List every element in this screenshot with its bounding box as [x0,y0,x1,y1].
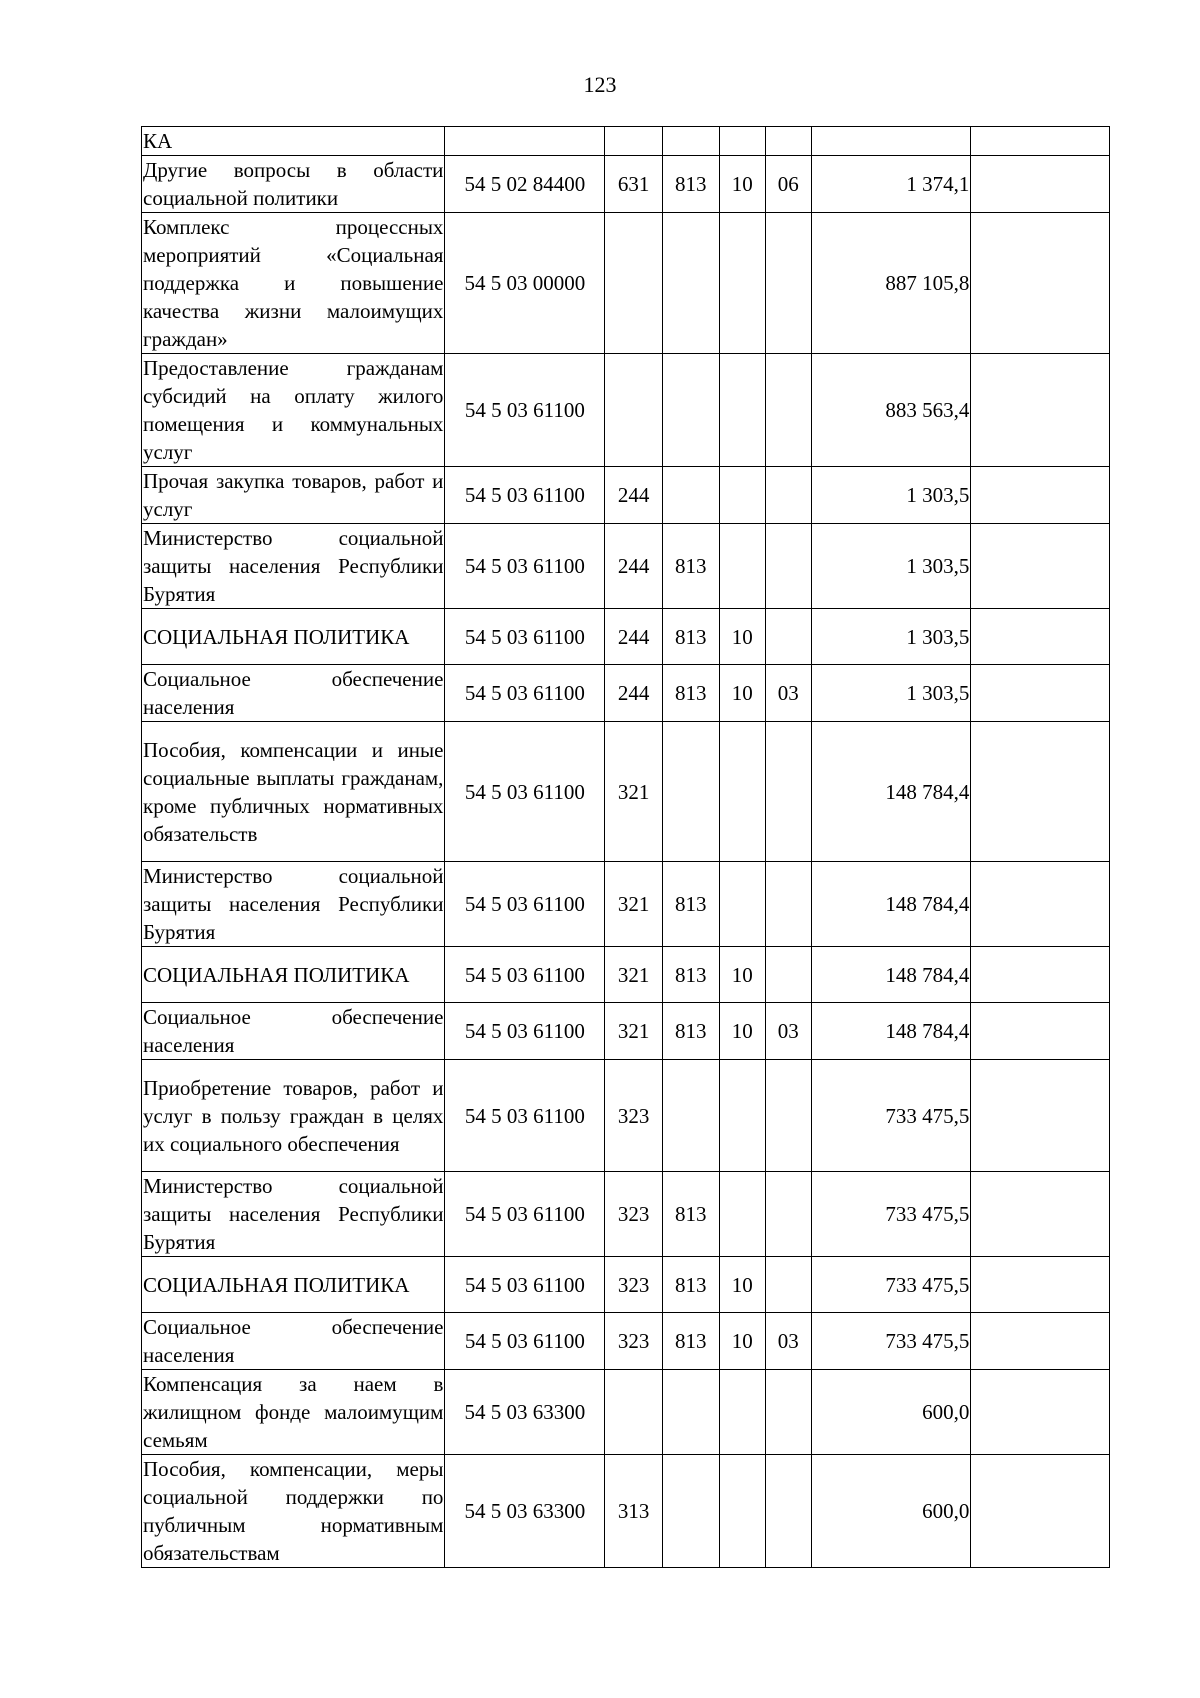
cell-ministry-code [662,722,719,862]
cell-subsection [766,1172,812,1257]
cell-amount: 1 303,5 [811,524,971,609]
cell-target-code: 54 5 03 61100 [445,524,605,609]
cell-amount: 600,0 [811,1370,971,1455]
cell-section: 10 [719,665,766,722]
cell-target-code: 54 5 03 61100 [445,467,605,524]
cell-expense-type: 313 [605,1455,663,1568]
table-row [142,1257,1110,1313]
cell-target-code: 54 5 03 61100 [445,1003,605,1060]
cell-name: Приобретение товаров, работ и услуг в пользу граждан в целях их социального обеспечения [142,1060,445,1172]
cell-extra [971,609,1110,665]
cell-amount: 148 784,4 [811,947,971,1003]
cell-target-code: 54 5 03 63300 [445,1370,605,1455]
cell-ministry-code [662,467,719,524]
cell-amount: 733 475,5 [811,1257,971,1313]
cell-name: СОЦИАЛЬНАЯ ПОЛИТИКА [142,609,445,665]
cell-target-code: 54 5 02 84400 [445,156,605,213]
cell-name: Комплекс процессных мероприятий «Социальная поддержка и повышение качества жизни малоимущих граждан» [142,213,445,354]
cell-amount: 733 475,5 [811,1313,971,1370]
cell-amount: 148 784,4 [811,1003,971,1060]
budget-table [141,126,1110,1568]
cell-target-code: 54 5 03 61100 [445,1172,605,1257]
cell-amount: 1 303,5 [811,609,971,665]
cell-expense-type: 631 [605,156,663,213]
cell-subsection [766,1257,812,1313]
cell-name: Социальное обеспечение населения [142,665,445,722]
table-body [142,127,1110,1568]
cell-ministry-code: 813 [662,156,719,213]
cell-name: Министерство социальной защиты населения Республики Бурятия [142,1172,445,1257]
cell-extra [971,127,1110,156]
cell-ministry-code: 813 [662,1003,719,1060]
cell-extra [971,1455,1110,1568]
cell-section [719,354,766,467]
cell-section: 10 [719,609,766,665]
table-row [142,1313,1110,1370]
cell-section [719,722,766,862]
cell-target-code: 54 5 03 61100 [445,1257,605,1313]
cell-extra [971,1370,1110,1455]
cell-ministry-code: 813 [662,609,719,665]
cell-target-code: 54 5 03 00000 [445,213,605,354]
cell-subsection: 03 [766,1313,812,1370]
cell-subsection [766,722,812,862]
cell-target-code: 54 5 03 61100 [445,862,605,947]
cell-target-code: 54 5 03 61100 [445,722,605,862]
cell-section [719,467,766,524]
cell-extra [971,1172,1110,1257]
cell-name: КА [142,127,445,156]
cell-ministry-code [662,1370,719,1455]
cell-amount: 148 784,4 [811,722,971,862]
cell-target-code [445,127,605,156]
cell-extra [971,1003,1110,1060]
cell-extra [971,213,1110,354]
cell-expense-type: 321 [605,862,663,947]
table-row [142,1003,1110,1060]
cell-section: 10 [719,156,766,213]
cell-ministry-code: 813 [662,947,719,1003]
cell-extra [971,1313,1110,1370]
cell-name: Предоставление гражданам субсидий на оплату жилого помещения и коммунальных услуг [142,354,445,467]
cell-expense-type: 244 [605,467,663,524]
cell-subsection [766,862,812,947]
cell-amount: 733 475,5 [811,1172,971,1257]
cell-target-code: 54 5 03 61100 [445,354,605,467]
cell-target-code: 54 5 03 61100 [445,609,605,665]
cell-section [719,1455,766,1568]
cell-ministry-code [662,1455,719,1568]
table-row [142,665,1110,722]
cell-name: Социальное обеспечение населения [142,1313,445,1370]
cell-extra [971,354,1110,467]
table-row [142,609,1110,665]
table-row [142,127,1110,156]
cell-subsection [766,524,812,609]
cell-amount: 883 563,4 [811,354,971,467]
cell-extra [971,524,1110,609]
cell-subsection [766,609,812,665]
cell-section: 10 [719,1257,766,1313]
cell-ministry-code: 813 [662,524,719,609]
cell-section [719,862,766,947]
table-row [142,1172,1110,1257]
cell-target-code: 54 5 03 61100 [445,1313,605,1370]
cell-name: Прочая закупка товаров, работ и услуг [142,467,445,524]
cell-name: Компенсация за наем в жилищном фонде малоимущим семьям [142,1370,445,1455]
cell-expense-type: 244 [605,609,663,665]
cell-section [719,1172,766,1257]
cell-amount: 733 475,5 [811,1060,971,1172]
page-number: 123 [583,72,617,97]
cell-extra [971,722,1110,862]
cell-expense-type: 244 [605,524,663,609]
cell-amount: 1 303,5 [811,467,971,524]
cell-ministry-code [662,127,719,156]
cell-name: Социальное обеспечение населения [142,1003,445,1060]
cell-section: 10 [719,947,766,1003]
table-row [142,467,1110,524]
cell-ministry-code: 813 [662,1313,719,1370]
table-row [142,722,1110,862]
cell-expense-type: 321 [605,722,663,862]
cell-section [719,1370,766,1455]
cell-name: Министерство социальной защиты населения Республики Бурятия [142,862,445,947]
cell-expense-type: 321 [605,947,663,1003]
table-row [142,354,1110,467]
cell-ministry-code: 813 [662,1172,719,1257]
cell-subsection [766,1455,812,1568]
cell-subsection [766,467,812,524]
cell-expense-type [605,213,663,354]
table-row [142,156,1110,213]
cell-extra [971,156,1110,213]
table-row [142,947,1110,1003]
cell-expense-type: 323 [605,1060,663,1172]
cell-expense-type: 323 [605,1257,663,1313]
cell-subsection [766,947,812,1003]
cell-extra [971,862,1110,947]
cell-name: Пособия, компенсации и иные социальные выплаты гражданам, кроме публичных нормативных обязательств [142,722,445,862]
cell-extra [971,947,1110,1003]
cell-expense-type: 244 [605,665,663,722]
cell-section [719,127,766,156]
cell-amount: 600,0 [811,1455,971,1568]
cell-ministry-code: 813 [662,665,719,722]
cell-target-code: 54 5 03 61100 [445,665,605,722]
table-row [142,524,1110,609]
cell-amount: 1 374,1 [811,156,971,213]
cell-expense-type: 323 [605,1172,663,1257]
cell-ministry-code [662,354,719,467]
cell-subsection: 03 [766,1003,812,1060]
cell-name: СОЦИАЛЬНАЯ ПОЛИТИКА [142,1257,445,1313]
cell-subsection [766,1060,812,1172]
cell-subsection [766,213,812,354]
cell-amount: 1 303,5 [811,665,971,722]
cell-extra [971,1060,1110,1172]
table-row [142,862,1110,947]
cell-expense-type [605,1370,663,1455]
cell-section: 10 [719,1313,766,1370]
cell-section: 10 [719,1003,766,1060]
table-row [142,213,1110,354]
table-row [142,1370,1110,1455]
cell-target-code: 54 5 03 61100 [445,947,605,1003]
cell-ministry-code [662,1060,719,1172]
cell-extra [971,467,1110,524]
cell-section [719,524,766,609]
cell-subsection [766,354,812,467]
cell-subsection: 03 [766,665,812,722]
cell-amount [811,127,971,156]
cell-name: СОЦИАЛЬНАЯ ПОЛИТИКА [142,947,445,1003]
cell-extra [971,665,1110,722]
cell-expense-type: 321 [605,1003,663,1060]
cell-amount: 887 105,8 [811,213,971,354]
cell-expense-type [605,127,663,156]
cell-section [719,213,766,354]
cell-ministry-code: 813 [662,862,719,947]
table-row [142,1455,1110,1568]
table-row [142,1060,1110,1172]
cell-ministry-code: 813 [662,1257,719,1313]
cell-extra [971,1257,1110,1313]
cell-expense-type [605,354,663,467]
cell-section [719,1060,766,1172]
cell-name: Пособия, компенсации, меры социальной поддержки по публичным нормативным обязательствам [142,1455,445,1568]
cell-subsection: 06 [766,156,812,213]
cell-target-code: 54 5 03 61100 [445,1060,605,1172]
cell-amount: 148 784,4 [811,862,971,947]
cell-name: Министерство социальной защиты населения Республики Бурятия [142,524,445,609]
cell-subsection [766,1370,812,1455]
cell-ministry-code [662,213,719,354]
cell-expense-type: 323 [605,1313,663,1370]
cell-subsection [766,127,812,156]
cell-name: Другие вопросы в области социальной политики [142,156,445,213]
cell-target-code: 54 5 03 63300 [445,1455,605,1568]
